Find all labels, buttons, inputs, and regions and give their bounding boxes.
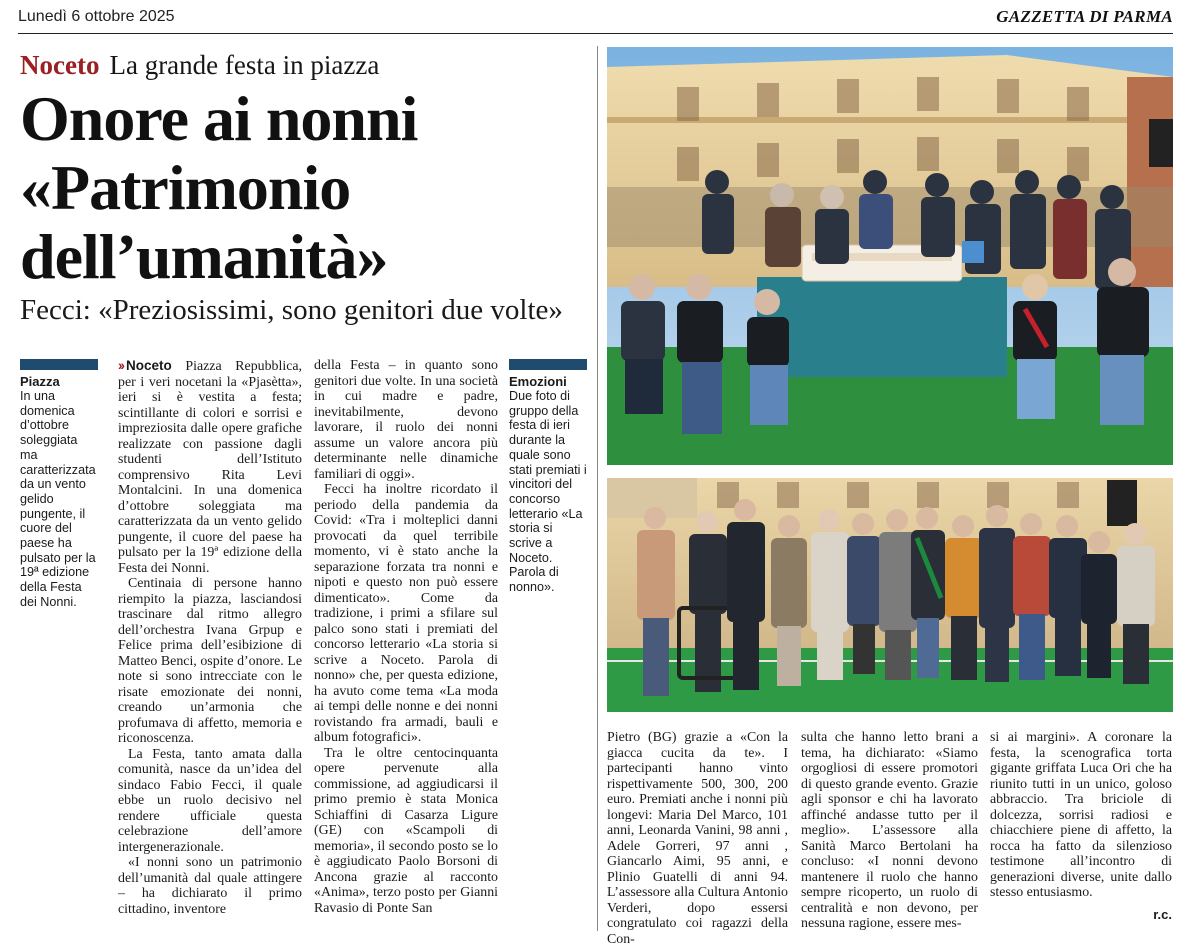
lead-marker: [118, 358, 172, 373]
caption-emozioni: [509, 359, 587, 595]
paragraph-text: Piazza Repubblica, per i veri nocetani la «Pjasètta», ieri si è vestita a festa; scintillante di colori e sorrisi e impreziosita dalle opere grafiche realizzate con passione dagli studenti dell’Istituto comprensivo Rita Levi Montalcini. In una domenica d’ottobre soleggiata ma caratterizzata da un vento gelido pungente, il cuore del paese ha pulsato per la 19ª edizione della Festa dei Nonni.: [118, 359, 302, 576]
kicker-text: La grande festa in piazza: [109, 50, 380, 80]
article-column-5: [990, 730, 1172, 930]
article-paragraph: «I nonni sono un patrimonio dell’umanità dal quale attingere – ha dichiarato il primo cittadino, inventore: [118, 855, 302, 917]
article-column-1: [118, 358, 302, 925]
kicker: [20, 50, 379, 81]
article-column-3: [607, 730, 788, 947]
headline: [20, 84, 595, 291]
newspaper-name: GAZZETTA DI PARMA: [996, 7, 1173, 26]
kicker-place: Noceto: [20, 50, 100, 80]
article-paragraph: si ai margini». A coronare la festa, la scenografica torta gigante griffata Luca Ori che ha riunito tutti in un unico, goloso abbraccio. Tra briciole di dolcezza, sorrisi radiosi e chiacchiere piene di affetto, la rocca ha fatto da silenzioso testimone all’incontro di generazioni diverse, unite dallo stesso entusiasmo.: [990, 730, 1172, 900]
headline-line: «Patrimonio: [20, 152, 351, 223]
masthead: [18, 8, 1173, 34]
headline-line: Onore ai nonni: [20, 83, 418, 154]
caption-bar: [509, 359, 587, 370]
article-column-2: [314, 358, 498, 925]
article-column-4: [801, 730, 978, 930]
issue-date: Lunedì 6 ottobre 2025: [18, 8, 175, 25]
author-signature: r.c.: [1153, 906, 1172, 922]
photo-group-cake: [607, 47, 1173, 465]
article-paragraph: Fecci ha inoltre ricordato il periodo della pandemia da Covid: «Tra i molteplici danni provocati da quel terribile momento, vi è stato anche la separazione forzata tra nonni e nipoti e questo non può essere dimenticato». Come da tradizione, i primi a sfilare sul palco sono stati i premiati del concorso letterario «La storia si scrive a Noceto. Parola di nonno» che, per questa edizione, ha avuto come tema «La moda ai tempi delle nonne e dei nonni rovistando fra armadi, bauli e album fotografici».: [314, 482, 498, 745]
headline-line: dell’umanità»: [20, 221, 388, 292]
article-paragraph: La Festa, tanto amata dalla comunità, nasce da un’idea del sindaco Fabio Fecci, il quale ebbe un ruolo decisivo nel rendere ufficiale questa celebrazione dell’amore intergenerazionale.: [118, 746, 302, 855]
chevron-right-icon: ››: [118, 358, 123, 373]
article-paragraph: sulta che hanno letto brani a tema, ha dichiarato: «Siamo orgogliosi di essere promotori di questo grande evento. Grazie agli sponsor e chi ha lavorato affinché andasse tutto per il meglio». L’assessore alla Sanità Marco Bertolani ha concluso: «I nonni devono mantenere il ruolo che hanno sempre ricoperto, un ruolo di centralità e non devono, per nessuna ragione, essere mes-: [801, 730, 978, 931]
caption-text: In una domenica d’ottobre soleggiata ma caratterizzata da un vento gelido pungente, il cuore del paese ha pulsato per la 19ª edizione della Festa dei Nonni.: [20, 389, 96, 609]
caption-text: Due foto di gruppo della festa di ieri durante la quale sono stati premiati i vincitori del concorso letterario «La storia si scrive a Noceto. Parola di nonno».: [509, 389, 587, 595]
article-paragraph: Tra le oltre centocinquanta opere pervenute alla commissione, ad aggiudicarsi il primo premio è stata Monica Schiaffini di Casarza Ligure (GE) con «Scampoli di memoria», il secondo posto se lo è aggiudicato Paolo Borsoni di Ancona grazie al racconto «Anima», terzo posto per Gianni Ravasio di Ponte San: [314, 745, 498, 916]
caption-title: Piazza: [20, 374, 60, 389]
article-paragraph: della Festa – in quanto sono genitori due volte. In una società in cui madre e padre, inevitabilmente, devono lavorare, il ruolo dei nonni assume un valore ancora più determinante nelle dinamiche familiari di oggi».: [314, 358, 498, 482]
article-paragraph: Centinaia di persone hanno riempito la piazza, lasciandosi trascinare dal ritmo allegro dell’orchestra Ivana Grpup e Felice prima dell’esibizione di Matteo Benci, ospite d’onore. Le note si sono intrecciate con le risate emozionate dei nonni, creando un’armonia che profumava di affetto, memoria e riconoscenza.: [118, 576, 302, 746]
group-photo-stage-icon: [607, 478, 1173, 712]
lead-place: Noceto: [126, 358, 172, 373]
caption-title: Emozioni: [509, 374, 567, 389]
group-photo-cake-icon: [607, 47, 1173, 465]
subheadline: Fecci: «Preziosissimi, sono genitori due volte»: [20, 294, 563, 326]
column-divider: [597, 46, 598, 931]
caption-bar: [20, 359, 98, 370]
caption-piazza: [20, 359, 98, 610]
article-paragraph: [118, 358, 302, 576]
article-paragraph: Pietro (BG) grazie a «Con la giacca cucita da te». I partecipanti hanno vinto rispettivamente 500, 300, 200 euro. Premiati anche i nonni più longevi: Maria Del Marco, 101 anni, Leonarda Vanini, 98 anni , Adele Gorreri, 97 anni , Giancarlo Aimi, 95 anni, e Plinio Guatelli di anni 94. L’assessore alla Cultura Antonio Verderi, dopo essersi congratulato coi ragazzi della Con-: [607, 730, 788, 947]
photo-group-stage: [607, 478, 1173, 712]
